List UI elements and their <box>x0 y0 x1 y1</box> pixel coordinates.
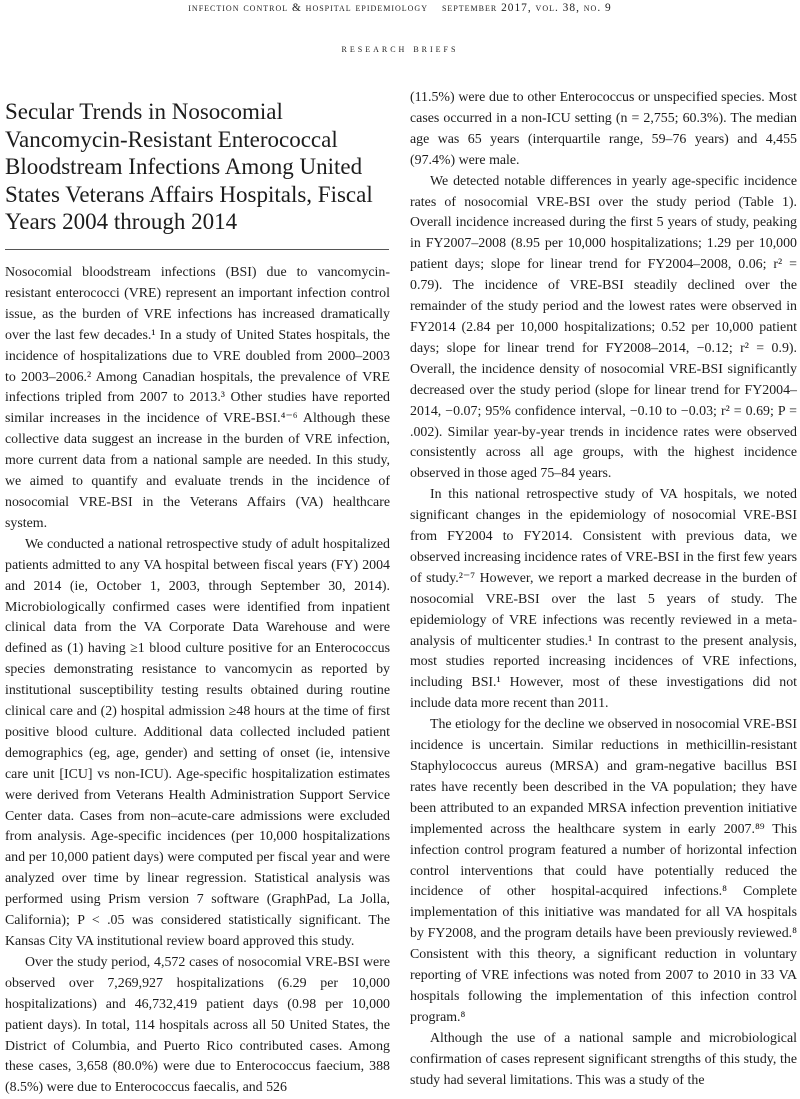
paragraph: The etiology for the decline we observed in nosocomial VRE-BSI incidence is uncertain. Similar reductions in methicillin-resistant Staphylococcus aureus (MRSA) and gram-negative bacillus BSI rates have recently been described in the VA population; they have been attributed to an expanded MRSA infection prevention initiative implemented across the healthcare system in early 2007.⁸⁹ This infection control program featured a number of horizontal infection control interventions that could have potentially reduced the incidence of other hospital-acquired infections.⁸ Complete implementation of this initiative was mandated for all VA hospitals by FY2008, and the program details have been previously reviewed.⁸ Consistent with this theory, a significant reduction in voluntary reporting of VRE infections was noted from 2007 to 2010 in 33 VA hospitals following the implementation of this infection control program.⁸ <box>410 717 797 1025</box>
right-column <box>410 88 797 1092</box>
section-label: research briefs <box>341 41 459 55</box>
left-column <box>5 263 390 1099</box>
issue-info: september 2017, vol. 38, no. 9 <box>441 2 612 14</box>
paragraph: Although the use of a national sample and microbiological confirmation of cases represent significant strengths of this study, the study had several limitations. This was a study of the <box>410 1030 797 1088</box>
journal-name: infection control & hospital epidemiology <box>188 2 428 14</box>
paragraph: We conducted a national retrospective study of adult hospitalized patients admitted to any VA hospital between fiscal years (FY) 2004 and 2014 (ie, October 1, 2003, through September 30, 2014). Microbiologically confirmed cases were identified from inpatient clinical data from the VA Corporate Data Warehouse and were defined as (1) having ≥1 blood culture positive for an Enterococcus species demonstrating resistance to vancomycin as reported by institutional susceptibility testing results obtained during routine clinical care and (2) hospital admission ≥48 hours at the time of first positive blood culture. Additional data collected included patient demographics (eg, age, gender) and setting of onset (ie, intensive care unit [ICU] vs non-ICU). Age-specific hospitalization estimates were derived from Veterans Health Administration Support Service Center data. Cases from non–acute-care admissions were excluded from analysis. Age-specific incidences (per 10,000 hospitalizations and per 10,000 patient days) were computed per fiscal year and were analyzed over time by linear regression. Statistical analysis was performed using Prism version 7 software (GraphPad, La Jolla, California); P < .05 was considered statistically significant. The Kansas City VA institutional review board approved this study. <box>5 536 390 949</box>
paragraph: We detected notable differences in yearly age-specific incidence rates of nosocomial VRE-BSI over the study period (Table 1). Overall incidence increased during the first 5 years of study, peaking in FY2007–2008 (8.95 per 10,000 hospitalizations; 1.29 per 10,000 patient days; slope for linear trend for FY2004–2008, 0.06; r² = 0.79). The incidence of VRE-BSI steadily declined over the remainder of the study period and the lowest rates were observed in FY2014 (2.84 per 10,000 hospitalizations; 0.52 per 10,000 patient days; slope for linear trend for FY2008–2014, −0.12; r² = 0.9). Overall, the incidence density of nosocomial VRE-BSI significantly decreased over the study period (slope for linear trend for FY2004–2014, −0.07; 95% confidence interval, −0.10 to −0.03; r² = 0.69; P = .002). Similar year-by-year trends in incidence rates were observed consistently across all age groups, with the highest incidence observed in those aged 75–84 years. <box>410 173 797 482</box>
article-title: Secular Trends in Nosocomial Vancomycin-Resistant Enterococcal Bloodstream Infections Among United States Veterans Affairs Hospitals, Fiscal Years 2004 through 2014 <box>5 99 373 235</box>
running-header <box>0 0 800 16</box>
paragraph: (11.5%) were due to other Enterococcus or unspecified species. Most cases occurred in a non-ICU setting (n = 2,755; 60.3%). The median age was 65 years (interquartile range, 59–76 years) and 4,455 (97.4%) were male. <box>410 90 797 168</box>
paragraph: Nosocomial bloodstream infections (BSI) due to vancomycin-resistant enterococci (VRE) represent an important infection control issue, as the burden of VRE infections has increased dramatically over the last few decades.¹ In a study of United States hospitals, the incidence of hospitalizations due to VRE doubled from 2000–2003 to 2003–2006.² Among Canadian hospitals, the prevalence of VRE infections tripled from 2007 to 2013.³ Other studies have reported similar increases in the incidence of VRE-BSI.⁴⁻⁶ Although these collective data suggest an increase in the burden of VRE infection, more current data from a national sample are needed. In this study, we aimed to quantify and evaluate trends in the incidence of nosocomial VRE-BSI in the Veterans Affairs (VA) healthcare system. <box>5 265 390 531</box>
title-divider <box>5 249 389 250</box>
paragraph: In this national retrospective study of VA hospitals, we noted significant changes in the epidemiology of nosocomial VRE-BSI from FY2004 to FY2014. Consistent with previous data, we observed increasing incidence rates of VRE-BSI in the first few years of study.²⁻⁷ However, we report a marked decrease in the burden of nosocomial VRE-BSI over the last 5 years of study. The epidemiology of VRE infections was recently reviewed in a meta-analysis of multicenter studies.¹ In contrast to the present analysis, most studies reported increasing incidences of VRE infections, including BSI.¹ However, most of these investigations did not include data more recent than 2011. <box>410 487 798 712</box>
paragraph: Over the study period, 4,572 cases of nosocomial VRE-BSI were observed over 7,269,927 hospitalizations (6.29 per 10,000 hospitalizations) and 46,732,419 patient days (0.98 per 10,000 patient days). In total, 114 hospitals across all 50 United States, the District of Columbia, and Puerto Rico contributed cases. Among these cases, 3,658 (80.0%) were due to Enterococcus faecium, 388 (8.5%) were due to Enterococcus faecalis, and 526 <box>5 954 390 1096</box>
